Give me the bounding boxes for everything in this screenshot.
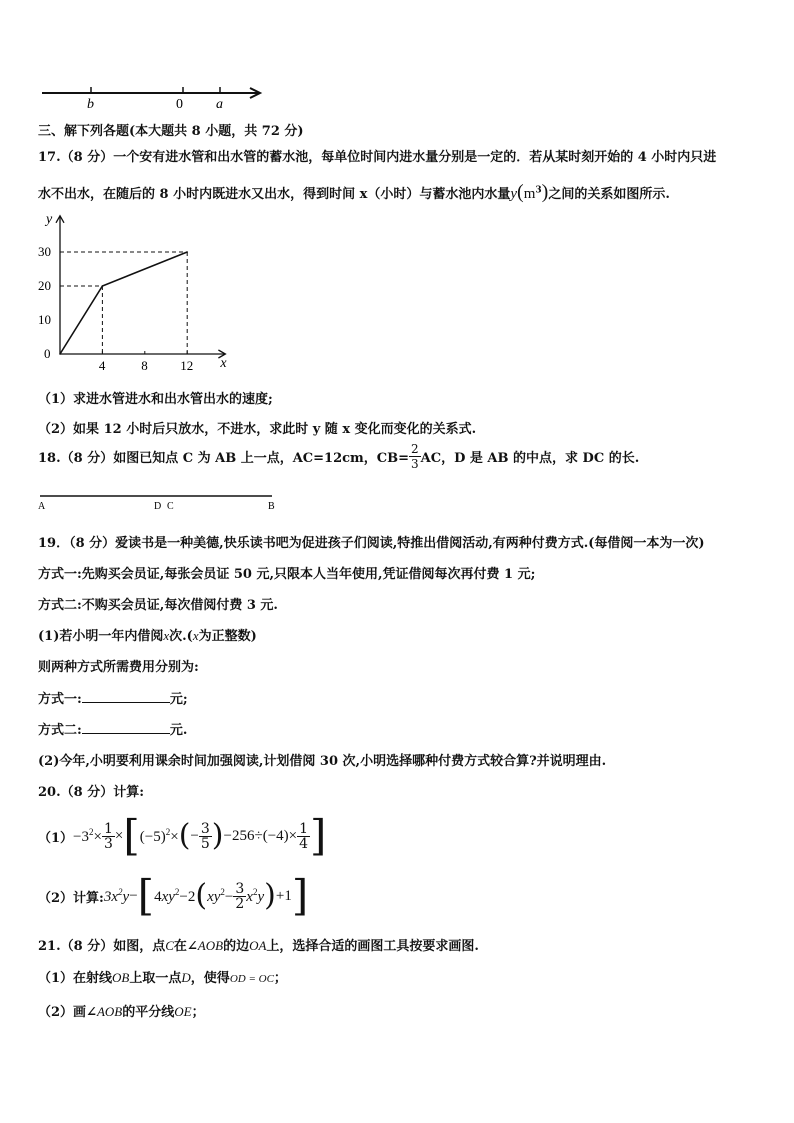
q19-line8: (2)今年,小明要利用课余时间加强阅读,计划借阅 30 次,小明选择哪种付费方式较合算?并说明理由. — [38, 754, 607, 769]
q19-way2: 方式二: 元. — [38, 723, 188, 738]
y-tick-label-30: 30 — [38, 244, 51, 259]
segment-label-b: B — [268, 501, 275, 512]
number-line — [38, 80, 268, 110]
q19-line1: 19．（8 分）爱读书是一种美德,快乐读书吧为促进孩子们阅读,特推出借阅活动,有两种付费方式.(每借阅一本为一次) — [38, 536, 705, 551]
number-line-label-b: b — [87, 97, 94, 110]
segment-label-a: A — [38, 501, 46, 512]
q18-text: 18.（8 分）如图已知点 C 为 AB 上一点，AC=12cm，CB= $\frac{2}{3}$ AC，D 是 AB 的中点，求 DC 的长. — [38, 442, 640, 471]
way1-answer-blank[interactable] — [82, 690, 170, 703]
x-axis-label: x — [220, 356, 227, 371]
number-line-label-a: a — [216, 97, 223, 110]
way2-answer-blank[interactable] — [82, 721, 170, 734]
q17-sub2: （2）如果 12 小时后只放水，不进水，求此时 y 随 x 变化而变化的关系式. — [38, 422, 477, 437]
y-tick-label-20: 20 — [38, 278, 51, 293]
data-point-2 — [186, 251, 188, 253]
data-point-1 — [102, 285, 104, 287]
water-volume-chart — [34, 206, 254, 378]
section-header: 三、解下列各题(本大题共 8 小题，共 72 分) — [38, 124, 304, 139]
segment-label-d: D — [154, 501, 162, 512]
q17-line2: 水不出水，在随后的 8 小时内既进水又出水，得到时间 x（小时）与蓄水池内水量$y(m^3)$之间的关系如图所示. — [38, 181, 670, 203]
segment-ab-figure — [36, 488, 286, 512]
q20-title: 20.（8 分）计算: — [38, 785, 144, 800]
series-line — [60, 252, 187, 354]
number-line-label-0: 0 — [176, 97, 183, 110]
data-point-0 — [59, 353, 61, 355]
q21-line1: 21.（8 分）如图，点C在∠AOB的边OA上，选择合适的画图工具按要求画图. — [38, 938, 479, 954]
q20-expr2: （2）计算: $3x^2y$ − [ $4xy^2-2$ ( $xy^2-$ $\frac{3}{2}$ $x^2y$ ) +1 ] — [38, 871, 309, 920]
q19-line5: 则两种方式所需费用分别为: — [38, 660, 199, 675]
x-tick-label-12: 12 — [180, 358, 194, 373]
q17-sub1: （1）求进水管进水和出水管出水的速度; — [38, 392, 273, 407]
q21-sub2: （2）画∠AOB的平分线OE； — [38, 1004, 205, 1020]
y-axis-label: y — [46, 211, 53, 227]
q19-line2: 方式一:先购买会员证,每张会员证 50 元,只限本人当年使用,凭证借阅每次再付费 1 元; — [38, 567, 536, 582]
q20-expr1: （1） $-3^2\times$ $\frac{1}{3}$ × [ $(-5)^2\times$ ( − $\frac{3}{5}$ ) −256÷(−4)× $\frac{1}{4}$ ] — [38, 811, 327, 860]
segment-label-c: C — [167, 501, 174, 512]
q19-way1: 方式一: 元; — [38, 692, 188, 707]
q18-fraction: $\frac{2}{3}$ — [411, 442, 419, 471]
q17-line1: 17.（8 分）一个安有进水管和出水管的蓄水池，每单位时间内进水量分别是一定的．若从某时刻开始的 4 小时内只进 — [38, 150, 717, 165]
q21-sub1: （1）在射线OB上取一点D，使得OD = OC； — [38, 970, 287, 986]
y-tick-label-10: 10 — [38, 312, 51, 327]
x-tick-label-8: 8 — [141, 358, 148, 373]
x-tick-label-4: 4 — [98, 358, 106, 373]
q19-line3: 方式二:不购买会员证,每次借阅付费 3 元. — [38, 598, 278, 613]
x-tick-label-0: 0 — [44, 346, 51, 361]
q19-line4: (1)若小明一年内借阅x次.(x为正整数) — [38, 628, 257, 644]
